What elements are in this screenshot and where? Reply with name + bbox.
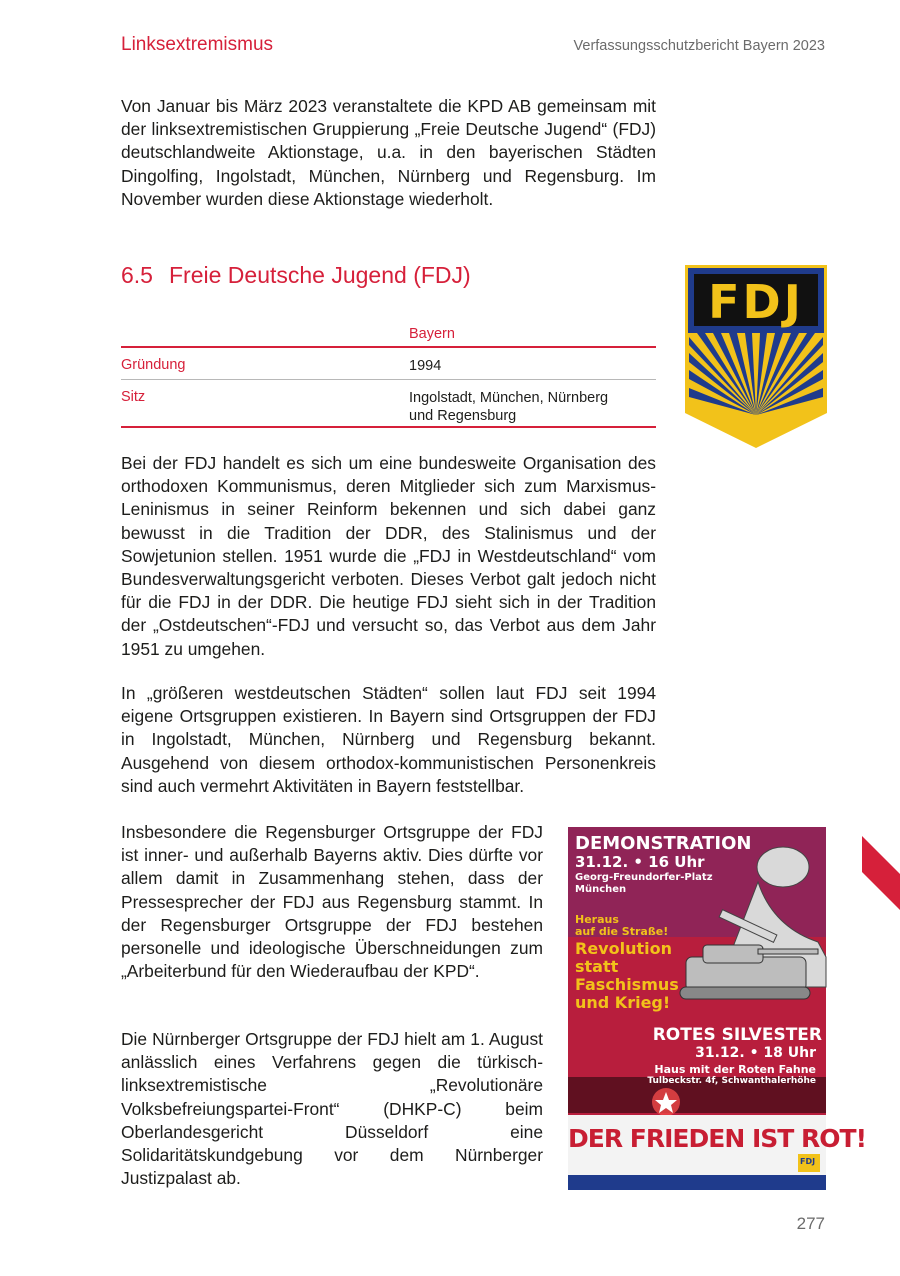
table-row-sitz (121, 380, 656, 428)
section-number: 6.5 (121, 262, 153, 288)
running-header-publication: Verfassungsschutzbericht Bayern 2023 (573, 38, 825, 54)
table-header-row (121, 320, 656, 348)
poster-event2-title: ROTES SILVESTER (652, 1025, 822, 1045)
section-heading (121, 262, 471, 289)
table-row-gruendung (121, 348, 656, 380)
running-header-section: Linksextremismus (121, 34, 274, 55)
poster-slogan-1: Revolution (575, 939, 672, 958)
paragraph-fdj-description: Bei der FDJ handelt es sich um eine bundesweite Organisation des orthodoxen Kommunismus, deren Mitglieder sich zum Marxismus-Leninismus in seiner Reinform bekennen und sich dabei ganz bewusst in die Tradition der DDR, des Stalinismus und der Sowjetunion stellen. 1951 wurde die „FDJ in Westdeutschland“ vom Bundesverwaltungsgericht verboten. Dieses Verbot galt jedoch nicht für die FDJ in der DDR. Die heutige FDJ sieht sich in der Tradition der „Ostdeutschen“-FDJ und versucht so, das Verbot aus dem Jahr 1951 zu umgehen. (121, 453, 656, 659)
poster-event2-place: Haus mit der Roten Fahne (654, 1063, 816, 1076)
poster-place: Georg-Freundorfer-Platz (575, 872, 713, 883)
paragraph-ortsgruppen: In „größeren westdeutschen Städten“ sollen laut FDJ seit 1994 eigene Ortsgruppen existieren. In Bayern sind Ortsgruppen der FDJ in Ingolstadt, München, Nürnberg und Regensburg bekannt. Ausgehend von diesem orthodox-kommunistischen Personenkreis sind auch vermehrt Aktivitäten in Bayern feststellbar. (121, 683, 656, 796)
paragraph-regensburg: Insbesondere die Regensburger Ortsgruppe der FDJ ist inner- und außerhalb Bayerns aktiv. Dies dürfte vor allem damit in Zusammenhang stehen, dass der Pressesprecher der FDJ aus Regensburg stammt. In der Regensburger Ortsgruppe der FDJ bestehen personelle und ideologische Überschneidungen zum „Arbeiterbund für den Wiederaufbau der KPD“. (121, 822, 543, 982)
table-row-label: Gründung (121, 357, 186, 373)
poster-badge: FDJ (800, 1157, 816, 1166)
chapter-tab-marker (862, 836, 900, 910)
poster-slogan-2: statt (575, 957, 619, 976)
table-value-line: und Regensburg (409, 408, 517, 424)
poster-slogan-3: Faschismus (575, 975, 679, 994)
section-title: Freie Deutsche Jugend (FDJ) (169, 262, 471, 288)
poster-event2-time: 31.12. • 18 Uhr (695, 1045, 816, 1061)
poster-banner: DER FRIEDEN IST ROT! (568, 1124, 866, 1153)
fact-table (121, 320, 656, 428)
page-number: 277 (796, 1214, 825, 1233)
poster-city: München (575, 884, 627, 895)
intro-paragraph: Von Januar bis März 2023 veranstaltete die KPD AB gemeinsam mit der linksextremistischen Gruppierung „Freie Deutsche Jugend“ (FDJ) deutschlandweite Aktionstage, u.a. in den bayerischen Städten Dingolfing, Ingolstadt, München, Nürnberg und Regensburg. Im November wurden diese Aktionstage wiederholt. (121, 96, 656, 209)
table-row-value: 1994 (409, 358, 442, 374)
poster-title: DEMONSTRATION (575, 833, 752, 854)
fdj-logo-text: FDJ (708, 275, 804, 329)
table-column-header: Bayern (409, 326, 455, 342)
table-value-line: Ingolstadt, München, Nürnberg (409, 390, 609, 406)
poster-date-time: 31.12. • 16 Uhr (575, 853, 705, 871)
poster-event2-address: Tulbeckstr. 4f, Schwanthalerhöhe (647, 1076, 816, 1086)
demonstration-poster (568, 827, 866, 1190)
paragraph-nuernberg: Die Nürnberger Ortsgruppe der FDJ hielt am 1. August anlässlich eines Verfahrens gegen die türkisch-linksextremistische „Revolutionäre Volksbefreiungspartei-Front“ (DHKP-C) beim Oberlandesgericht Düsseldorf eine Solidaritätskundgebung vor dem Nürnberger Justizpalast ab. (121, 1029, 543, 1189)
poster-slogan-4: und Krieg! (575, 993, 671, 1012)
table-row-value (409, 380, 656, 426)
table-row-label: Sitz (121, 389, 146, 405)
fdj-logo (685, 265, 827, 448)
poster-slogan-small-2: auf die Straße! (575, 925, 669, 938)
table-header-empty (121, 320, 409, 346)
poster-slogan-small-1: Heraus (575, 913, 619, 926)
